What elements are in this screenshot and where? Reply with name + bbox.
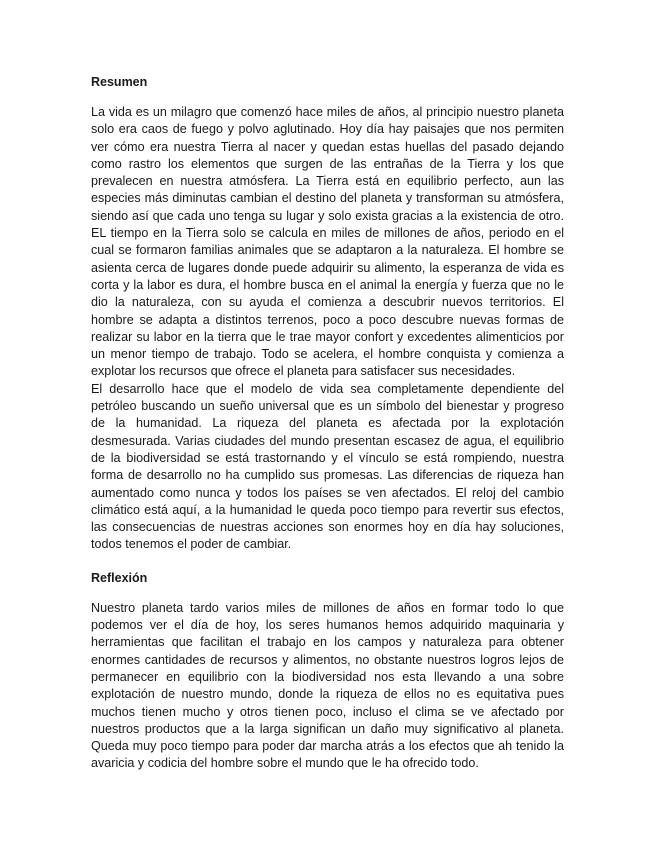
- resumen-paragraph-2: El desarrollo hace que el modelo de vida sea completamente dependiente del petróleo buscando un sueño universal que es un símbolo del bienestar y progreso de la humanidad. La riqueza del planeta es afectada por la explotación desmesurada. Varias ciudades del mundo presentan escasez de agua, el equilibrio de la biodiversidad se está trastornando y el vínculo se está rompiendo, nuestra forma de desarrollo no ha cumplido sus promesas. Las diferencias de riqueza han aumentado como nunca y todos los países se ven afectados. El reloj del cambio climático está aquí, a la humanidad le queda poco tiempo para revertir sus efectos, las consecuencias de nuestras acciones son enormes hoy en día hay soluciones, todos tenemos el poder de cambiar.: [91, 381, 564, 552]
- resumen-paragraph-1: La vida es un milagro que comenzó hace miles de años, al principio nuestro planeta solo era caos de fuego y polvo aglutinado. Hoy día hay paisajes que nos permiten ver cómo era nuestra Tierra al nacer y quedan estas huellas del pasado dejando como rastro los elementos que surgen de las entrañas de la Tierra y los que prevalecen en nuestra atmósfera. La Tierra está en equilibrio perfecto, aun las especies más diminutas cambian el destino del planeta y transforman su atmósfera, siendo así que cada uno tenga su lugar y solo exista gracias a la existencia de otro. EL tiempo en la Tierra solo se calcula en miles de millones de años, periodo en el cual se formaron familias animales que se adaptaron a la naturaleza. El hombre se asienta cerca de lugares donde puede adquirir su alimento, la esperanza de vida es corta y la labor es dura, el hombre busca en el animal la energía y fuerza que no le dio la naturaleza, con su ayuda el comienza a descubrir nuevos territorios. El hombre se adapta a distintos terrenos, poco a poco descubre nuevas formas de realizar su labor en la tierra que le trae mayor confort y excedentes alimenticios por un menor tiempo de trabajo. Todo se acelera, el hombre conquista y comienza a explotar los recursos que ofrece el planeta para satisfacer sus necesidades.: [91, 105, 564, 379]
- document-page: [91, 74, 564, 773]
- section-heading-resumen: Resumen: [91, 75, 148, 89]
- reflexion-paragraph: Nuestro planeta tardo varios miles de millones de años en formar todo lo que podemos ver el día de hoy, los seres humanos hemos adquirido maquinaria y herramientas que facilitan el trabajo en los campos y naturaleza para obtener enormes cantidades de recursos y alimentos, no obstante nuestros logros lejos de permanecer en equilibrio con la biodiversidad nos esta llevando a una sobre explotación de nuestro mundo, donde la riqueza de ellos no es equitativa pues muchos tienen mucho y otros tienen poco, incluso el clima se ve afectado por nuestros productos que a la larga significan un daño muy significativo al planeta. Queda muy poco tiempo para poder dar marcha atrás a los efectos que ah tenido la avaricia y codicia del hombre sobre el mundo que le ha ofrecido todo.: [91, 600, 564, 771]
- section-heading-reflexion: Reflexión: [91, 570, 148, 585]
